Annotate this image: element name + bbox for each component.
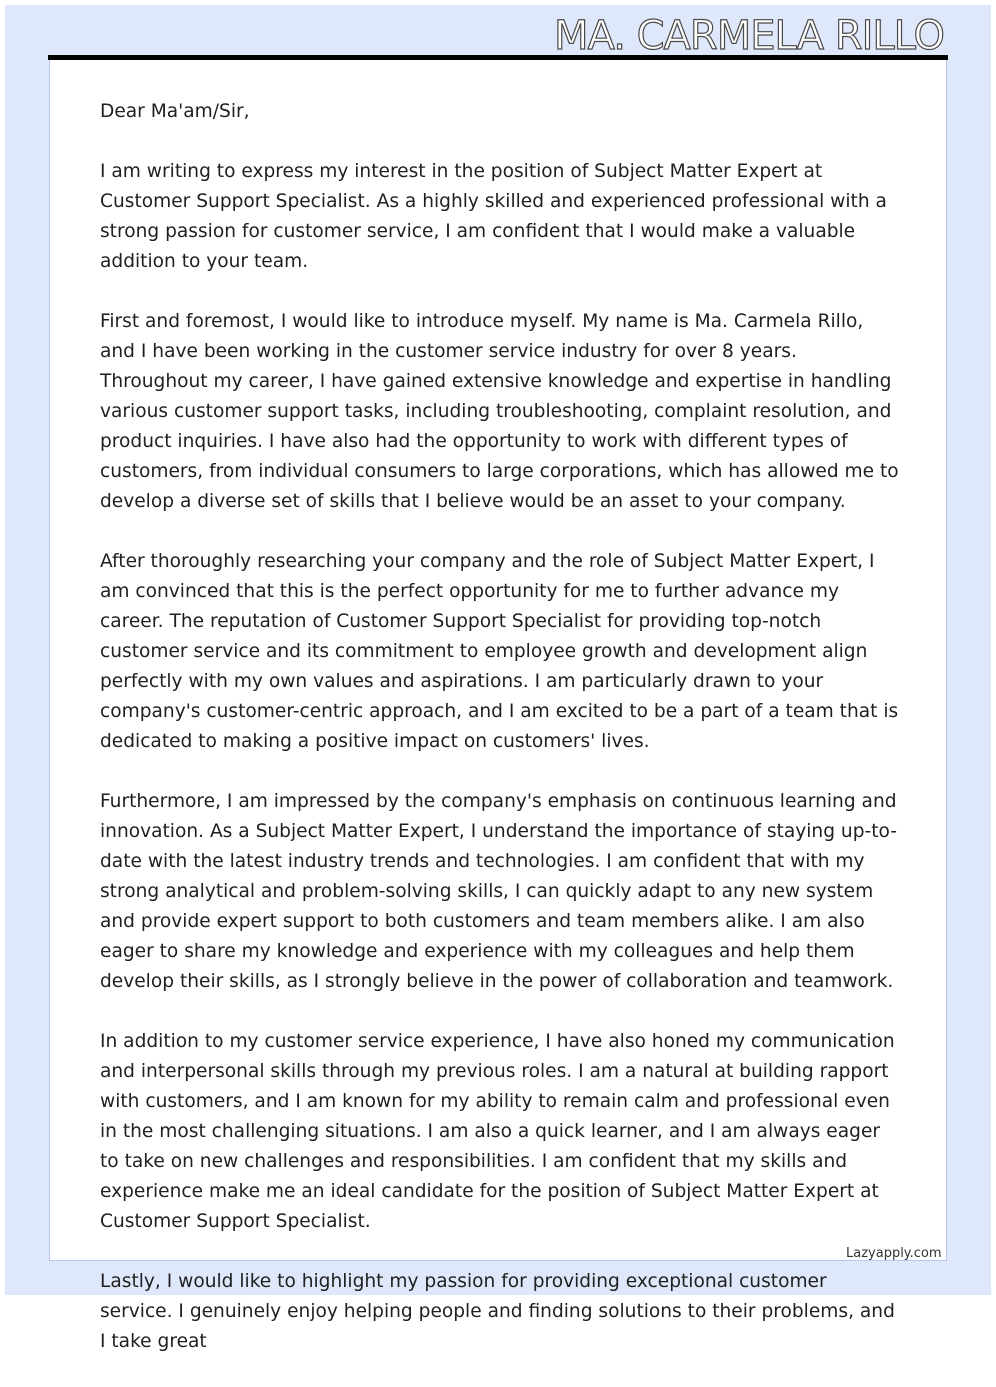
paragraph-6: Lastly, I would like to highlight my passion for providing exceptional customer service. I genuinely enjoy helping people and finding solutions to their problems, and I take great [100, 1271, 895, 1352]
paragraph-1: I am writing to express my interest in the position of Subject Matter Expert at Customer Support Specialist. As a highly skilled and experienced professional with a strong passion for customer service, I am confident that I would make a valuable addition to your team. [100, 161, 887, 272]
salutation: Dear Ma'am/Sir, [100, 101, 250, 122]
watermark-text: Lazyapply.com [846, 1246, 942, 1261]
paragraph-5: In addition to my customer service experience, I have also honed my communication and interpersonal skills through my previous roles. I am a natural at building rapport with customers, and I am known for my ability to remain calm and professional even in the most challenging situations. I am also a quick learner, and I am always eager to take on new challenges and responsibilities. I am confident that my skills and experience make me an ideal candidate for the position of Subject Matter Expert at Customer Support Specialist. [100, 1031, 895, 1232]
paragraph-2: First and foremost, I would like to introduce myself. My name is Ma. Carmela Rillo, and I have been working in the customer service industry for over 8 years. Throughout my career, I have gained extensive knowledge and expertise in handling various customer support tasks, including troubleshooting, complaint resolution, and product inquiries. I have also had the opportunity to work with different types of customers, from individual consumers to large corporations, which has allowed me to develop a diverse set of skills that I believe would be an asset to your company. [100, 311, 899, 512]
applicant-name: MA. CARMELA RILLO [554, 13, 944, 59]
paragraph-3: After thoroughly researching your company and the role of Subject Matter Expert, I am convinced that this is the perfect opportunity for me to further advance my career. The reputation of Customer Support Specialist for providing top-notch customer service and its commitment to employee growth and development align perfectly with my own values and aspirations. I am particularly drawn to your company's customer-centric approach, and I am excited to be a part of a team that is dedicated to making a positive impact on customers' lives. [100, 551, 899, 752]
paragraph-4: Furthermore, I am impressed by the company's emphasis on continuous learning and innovation. As a Subject Matter Expert, I understand the importance of staying up-to-date with the latest industry trends and technologies. I am confident that with my strong analytical and problem-solving skills, I can quickly adapt to any new system and provide expert support to both customers and team members alike. I am also eager to share my knowledge and experience with my colleagues and help them develop their skills, as I strongly believe in the power of collaboration and teamwork. [100, 791, 897, 992]
cover-letter-body [100, 97, 900, 1387]
